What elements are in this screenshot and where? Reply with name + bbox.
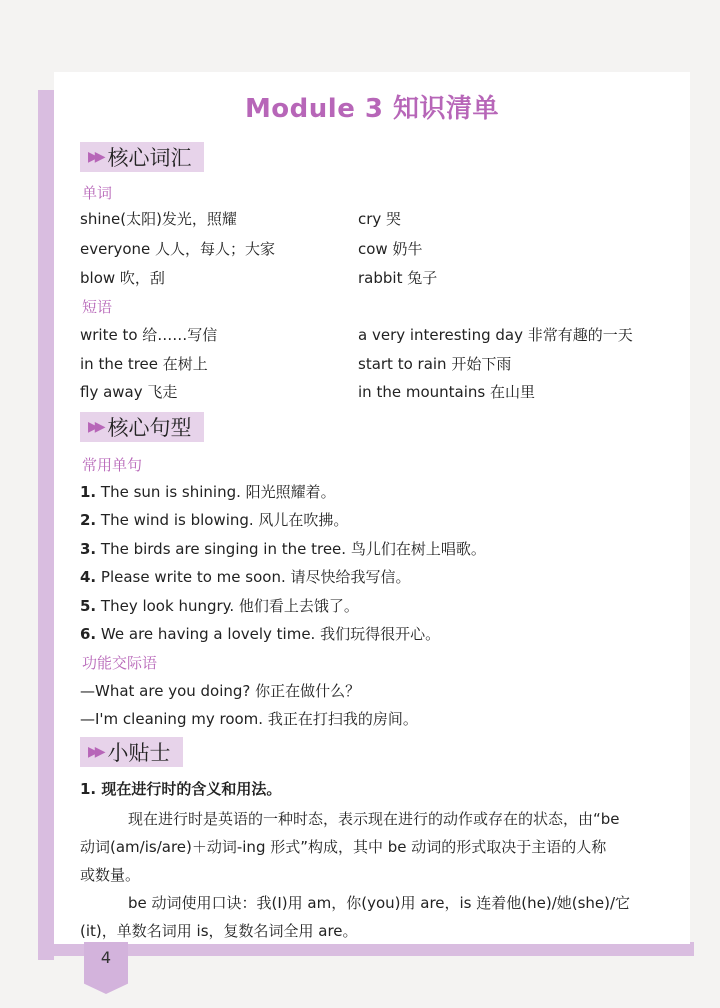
section-title: 小贴士: [107, 741, 171, 765]
phrase-item: write to 给……写信: [80, 326, 218, 344]
word-item: everyone 人人，每人；大家: [80, 240, 276, 258]
sentence-item: [80, 509, 348, 530]
page-title: Module 3 知识清单: [244, 94, 500, 124]
tip-paragraph-line: 现在进行时是英语的一种时态，表示现在进行的动作或存在的状态，由“be: [128, 810, 620, 828]
phrases-label: 短语: [82, 298, 113, 316]
double-arrow-icon: ▶▶: [88, 419, 102, 435]
sentence-number: 2.: [80, 511, 97, 529]
tip-paragraph-line: 或数量。: [80, 866, 141, 884]
phrase-item: start to rain 开始下雨: [358, 355, 512, 373]
page-shadow-left: [38, 90, 54, 960]
sentence-text: They look hungry. 他们看上去饿了。: [100, 597, 359, 615]
phrase-item: in the mountains 在山里: [358, 383, 535, 401]
sentence-item: [80, 538, 486, 559]
sentence-item: [80, 566, 411, 587]
phrase-item: a very interesting day 非常有趣的一天: [358, 326, 633, 344]
sentence-number: 6.: [80, 625, 97, 643]
sentence-number: 1.: [80, 483, 97, 501]
tip-paragraph-line: 动词(am/is/are)＋动词-ing 形式”构成，其中 be 动词的形式取决于主语的人称: [80, 838, 607, 856]
word-item: cow 奶牛: [358, 240, 423, 258]
functional-phrases-label: 功能交际语: [82, 654, 158, 672]
double-arrow-icon: ▶▶: [88, 744, 102, 760]
sentence-text: The wind is blowing. 风儿在吹拂。: [100, 511, 349, 529]
word-item: cry 哭: [358, 210, 402, 228]
sentence-item: [80, 595, 359, 616]
sentence-item: [80, 481, 336, 502]
common-sentences-label: 常用单句: [82, 456, 143, 474]
sentence-text: We are having a lovely time. 我们玩得很开心。: [100, 625, 441, 643]
sentence-item: [80, 623, 440, 644]
phrase-item: in the tree 在树上: [80, 355, 208, 373]
section-title: 核心词汇: [107, 146, 192, 170]
words-label: 单词: [82, 184, 113, 202]
double-arrow-icon: ▶▶: [88, 149, 102, 165]
tip-heading: 1. 现在进行时的含义和用法。: [80, 780, 282, 798]
section-title: 核心句型: [107, 416, 192, 440]
section-header-sentences: [80, 412, 204, 442]
page-shadow-bottom: [54, 942, 694, 956]
word-item: blow 吹，刮: [80, 269, 165, 287]
sentence-number: 4.: [80, 568, 97, 586]
sentence-text: The sun is shining. 阳光照耀着。: [100, 483, 336, 501]
sentence-number: 3.: [80, 540, 97, 558]
tip-paragraph-line: (it)，单数名词用 is，复数名词全用 are。: [80, 922, 358, 940]
sentence-text: The birds are singing in the tree. 鸟儿们在树上唱歌。: [100, 540, 486, 558]
word-item: shine(太阳)发光，照耀: [80, 210, 237, 228]
dialog-line: —What are you doing? 你正在做什么？: [80, 682, 361, 700]
section-header-vocab: [80, 142, 204, 172]
phrase-item: fly away 飞走: [80, 383, 178, 401]
word-item: rabbit 兔子: [358, 269, 438, 287]
section-header-tips: [80, 737, 183, 767]
sentence-text: Please write to me soon. 请尽快给我写信。: [100, 568, 411, 586]
page-number: 4: [100, 948, 112, 967]
dialog-line: —I'm cleaning my room. 我正在打扫我的房间。: [80, 710, 418, 728]
tip-paragraph-line: be 动词使用口诀：我(I)用 am，你(you)用 are，is 连着他(he)/她(she)/它: [128, 894, 631, 912]
sentence-number: 5.: [80, 597, 97, 615]
